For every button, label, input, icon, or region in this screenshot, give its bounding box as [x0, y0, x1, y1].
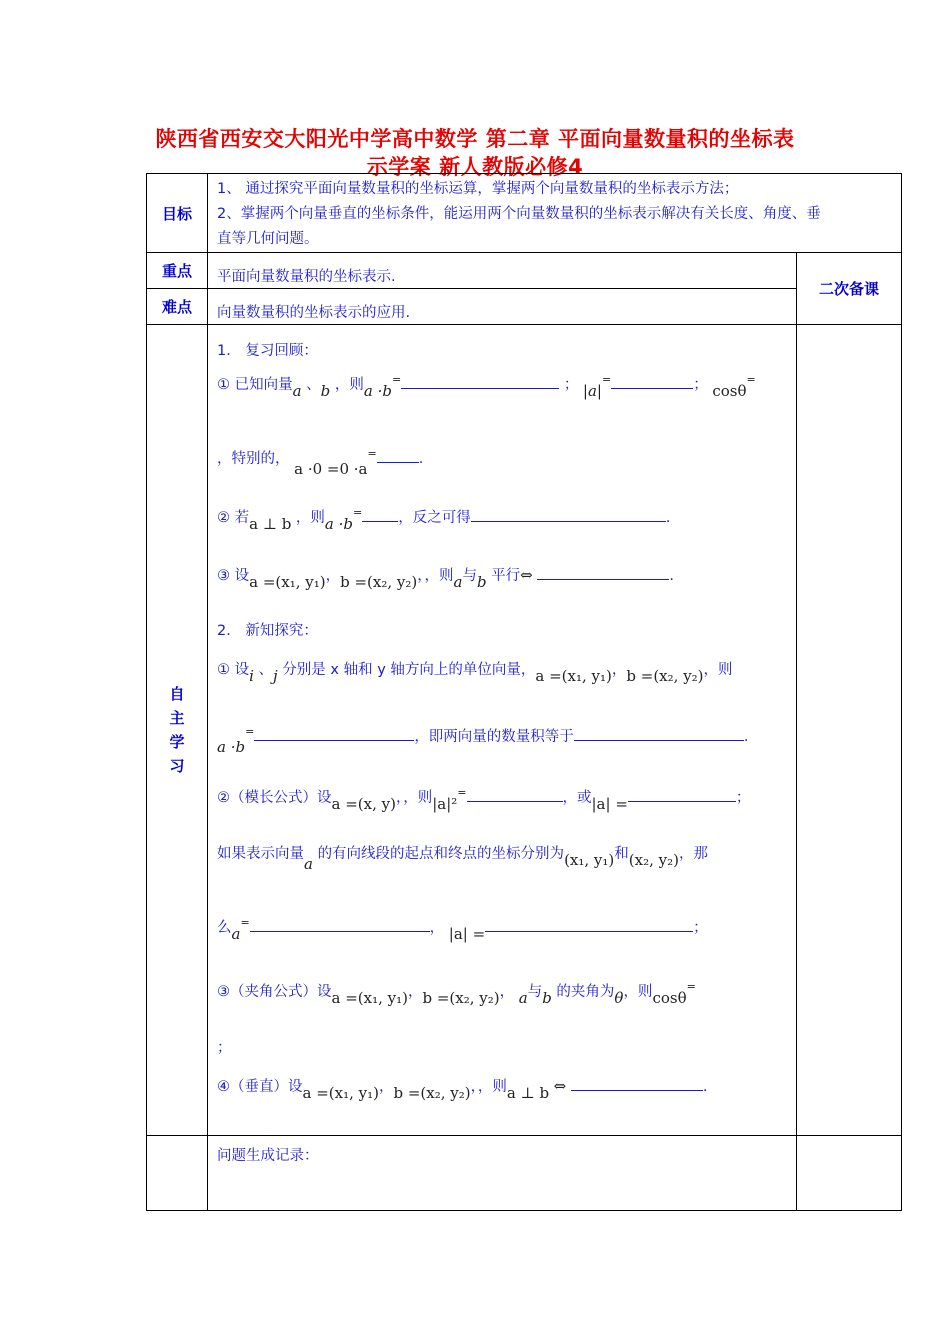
blank [362, 509, 398, 522]
goal-line-3: 直等几何问题。 [217, 231, 319, 247]
text: ； [693, 377, 708, 393]
math-b-vec: b =(x₂, y₂) [626, 667, 704, 685]
new-line-4: ④（垂直）设a =(x₁, y₁)，b =(x₂, y₂)，，则a ⊥ b ⇔ . [217, 1077, 708, 1102]
text: ，反之可得 [398, 510, 471, 526]
blank [611, 376, 693, 389]
review-line-3: ③ 设a =(x₁, y₁)，b =(x₂, y₂)，，则a与b 平行⇔ . [217, 566, 674, 591]
text: ； [563, 377, 579, 393]
doc-title-line2: 示学案 新人教版必修4 [366, 155, 584, 179]
difficult-point: 向量数量积的坐标表示的应用. [208, 289, 797, 325]
math-abs-eq: |a| = [591, 795, 628, 813]
math-a: a [292, 382, 302, 400]
blank [571, 1078, 703, 1091]
math-a: a [231, 925, 241, 943]
math-a-vec: a =(x₁, y₁) [535, 667, 612, 685]
text: ，则 [703, 662, 733, 678]
text: ，则 [295, 510, 325, 526]
record-label-cell [147, 1136, 208, 1211]
blank [467, 789, 563, 802]
key-point: 平面向量数量积的坐标表示. [208, 253, 797, 289]
math-a-dot-b: a ·b [363, 382, 392, 400]
math-a-dot-b: a ·b [324, 515, 353, 533]
text: 么 [217, 920, 232, 936]
text: ，特别的， [217, 451, 290, 467]
study-content [208, 325, 797, 1136]
math-a-xy: a =(x, y) [331, 795, 396, 813]
math-cos: cosθ [712, 382, 747, 400]
math-abs-a: |a| [582, 382, 602, 400]
equals: = [245, 725, 255, 738]
text: 如果表示向量 [217, 846, 304, 862]
text: ，则 [403, 790, 433, 806]
equals: = [601, 373, 612, 386]
math-cos: cosθ [652, 989, 687, 1007]
math-a-vec: a =(x₁, y₁) [331, 989, 408, 1007]
new-line-1: ① 设i 、j 分别是 x 轴和 y 轴方向上的单位向量，a =(x₁, y₁)，b =(x₂, y₂)，则 [217, 662, 733, 685]
equals: = [746, 373, 756, 386]
text: 分别是 x 轴和 y 轴方向上的单位向量， [282, 662, 536, 678]
text: ②（模长公式）设 [217, 790, 332, 806]
text: 、 [306, 377, 321, 393]
new-line-1b: a ·b= ，即两向量的数量积等于 . [217, 725, 749, 756]
text: 的有向线段的起点和终点的坐标分别为 [317, 846, 565, 862]
goal-line-1: 1、 通过探究平面向量数量积的坐标运算，掌握两个向量数量积的坐标表示方法； [217, 181, 739, 197]
text: ，那 [678, 846, 708, 862]
math-a-vec: a =(x₁, y₁) [249, 573, 326, 591]
blank [537, 567, 669, 580]
blank [377, 450, 419, 463]
text: ，或 [562, 790, 592, 806]
self-study-label [147, 325, 208, 1136]
math-a: a [453, 573, 463, 591]
text: 平行 [491, 568, 521, 584]
prep-column [797, 325, 902, 1136]
math-a: a [518, 989, 528, 1007]
math-i: i [249, 667, 254, 685]
blank [485, 919, 693, 932]
math-b: b [476, 573, 487, 591]
blank [628, 789, 736, 802]
equals: = [353, 506, 363, 519]
iff-symbol: ⇔ [520, 566, 533, 584]
new-line-3b: ； [217, 1040, 232, 1056]
difficult-label: 难点 [147, 289, 208, 325]
self-study-text: 自主学习 [169, 685, 185, 775]
equals: = [240, 916, 250, 929]
iff-symbol: ⇔ [553, 1077, 567, 1095]
math-point-2: (x₂, y₂) [628, 851, 679, 869]
text: ④（垂直）设 [217, 1079, 303, 1095]
goal-label: 目标 [147, 174, 208, 253]
review-line-2: ② 若a ⊥ b ，则a ·b= ，反之可得 . [217, 506, 671, 533]
math-b-vec: b =(x₂, y₂) [340, 573, 418, 591]
text: ② 若 [217, 510, 250, 526]
text: ① 已知向量 [217, 377, 293, 393]
math-abs-sq: |a|² [432, 795, 458, 813]
new-line-3: ③（夹角公式）设a =(x₁, y₁)，b =(x₂, y₂)， a与b 的夹角为θ，则cosθ= [217, 980, 696, 1007]
blank [574, 728, 744, 741]
record-label: 问题生成记录： [208, 1136, 797, 1211]
key-label: 重点 [147, 253, 208, 289]
goal-content [208, 174, 902, 253]
math-b: b [542, 989, 552, 1007]
section-new: 2． 新知探究： [217, 623, 318, 639]
math-perp: a ⊥ b [506, 1084, 550, 1102]
equals: = [391, 373, 402, 386]
text: ，则 [623, 984, 653, 1000]
math-point-1: (x₁, y₁) [564, 851, 615, 869]
equals: = [457, 786, 467, 799]
review-line-1 [217, 373, 792, 400]
blank [471, 509, 666, 522]
equals: = [367, 447, 377, 460]
math-a-dot-b: a ·b [217, 738, 246, 756]
new-line-2b [217, 842, 792, 873]
text: ，则 [424, 568, 454, 584]
text: ③（夹角公式）设 [217, 984, 332, 1000]
math-a-vec: a =(x₁, y₁) [302, 1084, 379, 1102]
math-zero: a ·0 =0 ·a [294, 460, 368, 478]
review-line-1b: ，特别的， a ·0 =0 ·a= . [217, 447, 424, 478]
prep-label: 二次备课 [797, 253, 902, 325]
text: ① 设 [217, 662, 250, 678]
doc-title-line1: 陕西省西安交大阳光中学高中数学 第二章 平面向量数量积的坐标表 [155, 127, 795, 151]
text: ，则 [334, 377, 364, 393]
math-b-vec: b =(x₂, y₂) [393, 1084, 471, 1102]
blank [401, 376, 559, 389]
new-line-2: ②（模长公式）设a =(x, y)，，则|a|²= ，或|a| = ； [217, 786, 751, 813]
lesson-table [146, 173, 902, 1211]
goal-line-2: 2、掌握两个向量垂直的坐标条件，能运用两个向量数量积的坐标表示解决有关长度、角度、垂 [217, 206, 821, 222]
math-a: a [304, 855, 313, 873]
text: ，即两向量的数量积等于 [414, 729, 574, 745]
math-j: j [273, 667, 278, 685]
text: 和 [614, 846, 629, 862]
text: ，则 [477, 1079, 507, 1095]
text: 与 [462, 568, 477, 584]
math-b-vec: b =(x₂, y₂) [422, 989, 500, 1007]
record-prep-cell [797, 1136, 902, 1211]
equals: = [686, 980, 696, 993]
text: 与 [527, 984, 543, 1000]
math-abs-eq: |a| = [448, 925, 486, 943]
text: 的夹角为 [556, 984, 615, 1000]
math-theta: θ [614, 989, 624, 1007]
blank [254, 728, 414, 741]
math-b: b [320, 382, 331, 400]
text: ③ 设 [217, 568, 250, 584]
blank [250, 919, 430, 932]
math-perp: a ⊥ b [249, 515, 292, 533]
new-line-2c: 么a= ， |a| = ； [217, 916, 708, 943]
section-review: 1． 复习回顾： [217, 343, 318, 359]
text: 、 [258, 662, 274, 678]
